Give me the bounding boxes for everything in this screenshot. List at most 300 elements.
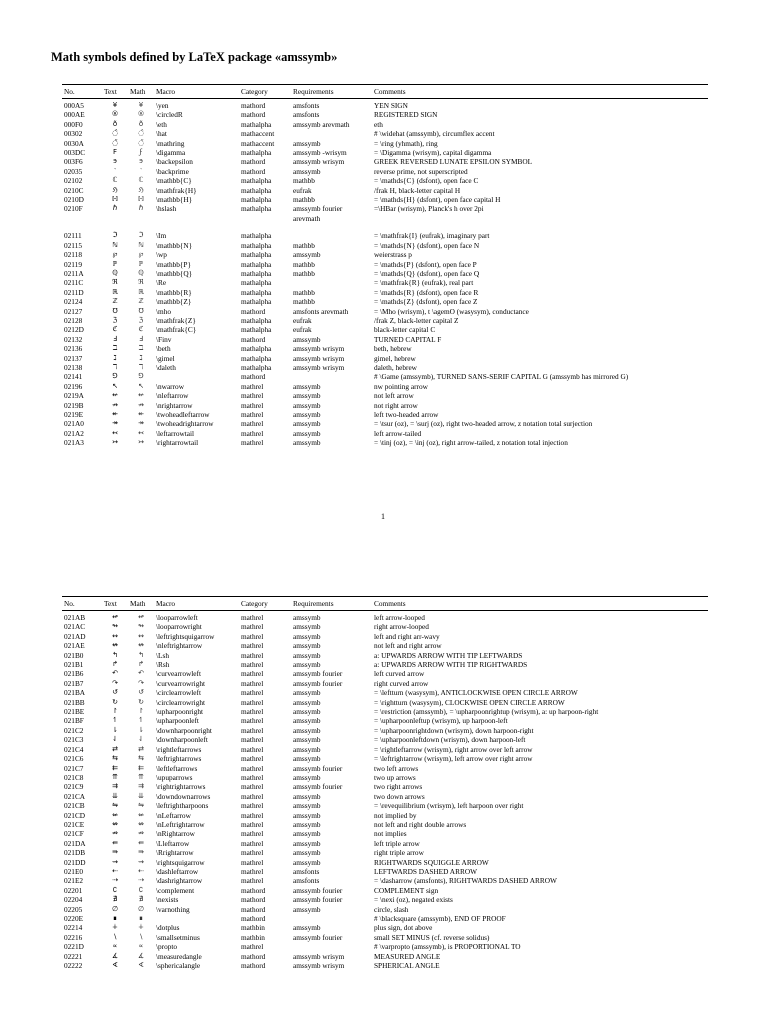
cell-requirements: amssymb [293, 428, 321, 438]
table-body [62, 611, 708, 971]
cell-math-glyph: ℘ [138, 250, 144, 259]
cell-text-glyph: ↺ [112, 688, 118, 697]
cell-category: mathalpha [241, 250, 272, 260]
cell-category: mathrel [241, 876, 264, 886]
cell-text-glyph: ⇂ [112, 725, 118, 734]
cell-comment: black-letter capital C [374, 325, 436, 335]
cell-code: 021DD [64, 857, 86, 867]
cell-comment: SPHERICAL ANGLE [374, 961, 440, 971]
cell-comment: not right arrow [374, 400, 418, 410]
cell-macro: \twoheadleftarrow [156, 410, 210, 419]
table-row [62, 139, 708, 148]
cell-comment: not left and right double arrows [374, 819, 467, 829]
cell-math-glyph: ∄ [138, 895, 144, 904]
cell-code: 02132 [64, 334, 83, 344]
cell-code: 0210D [64, 195, 84, 205]
cell-macro: \gimel [156, 353, 175, 363]
cell-math-glyph: ¥ [138, 101, 144, 109]
symbol-table-page-2 [62, 596, 708, 970]
cell-requirements: eufrak [293, 325, 312, 335]
cell-math-glyph: ℑ [138, 231, 144, 240]
cell-math-glyph: ↰ [138, 650, 144, 659]
cell-text-glyph: ⇝ [112, 857, 118, 866]
cell-category: mathrel [241, 716, 264, 726]
cell-text-glyph: ℚ [112, 268, 118, 277]
cell-macro: \mathbb{P} [156, 259, 191, 269]
cell-text-glyph: ℧ [112, 306, 118, 315]
cell-text-glyph: ↢ [112, 428, 118, 437]
cell-macro: \circlearrowright [156, 697, 206, 707]
cell-macro: \leftleftarrows [156, 763, 198, 773]
cell-code: 021AE [64, 641, 85, 651]
cell-category: mathord [241, 885, 266, 895]
cell-math-glyph: ↢ [138, 428, 144, 437]
table-row [62, 698, 708, 707]
cell-text-glyph: ↠ [112, 419, 118, 428]
cell-text-glyph: ℕ [112, 240, 118, 249]
header-requirements: Requirements [291, 597, 372, 611]
cell-macro: \Rrightarrow [156, 848, 194, 858]
cell-category: mathrel [241, 707, 264, 717]
cell-comment: = \upharpoonleftdown (wrisym), down harpoon-left [374, 735, 526, 745]
cell-code: 0219B [64, 400, 84, 410]
cell-comment: circle, slash [374, 904, 409, 914]
cell-requirements: amssymb [293, 631, 321, 641]
cell-requirements: amssymb [293, 697, 321, 707]
cell-code: 021CA [64, 791, 86, 801]
cell-requirements: amsfonts [293, 876, 320, 886]
cell-comment: not implied by [374, 810, 417, 820]
table-row [62, 914, 708, 923]
cell-math-glyph: ℶ [138, 344, 144, 353]
table-row [62, 195, 708, 204]
cell-math-glyph: ⇊ [138, 791, 144, 800]
cell-text-glyph: ℘ [112, 250, 118, 259]
cell-text-glyph: ↱ [112, 660, 118, 669]
cell-text-glyph: ϶ [112, 157, 118, 166]
cell-math-glyph: ϝ [139, 148, 143, 157]
cell-math-glyph: ↠ [138, 419, 144, 428]
cell-text-glyph: ℭ [112, 325, 118, 334]
cell-text-glyph: ⇛ [112, 848, 118, 857]
cell-requirements: amssymb -wrisym [293, 148, 347, 158]
cell-text-glyph: Ⅎ [112, 334, 118, 343]
cell-code: 02128 [64, 315, 83, 325]
cell-code: 02111 [64, 231, 82, 241]
cell-macro: \dotplus [156, 923, 180, 933]
cell-comment: = \mathds{Z} (dsfont), open face Z [374, 297, 478, 307]
cell-macro: \circledR [156, 110, 183, 120]
cell-math-glyph: ↛ [138, 400, 144, 409]
cell-code: 021A2 [64, 428, 84, 438]
cell-code: 0030A [64, 138, 84, 148]
cell-requirements: amssymb [293, 838, 321, 848]
table-row [62, 745, 708, 754]
cell-category: mathrel [241, 650, 264, 660]
cell-math-glyph: ℧ [138, 306, 144, 315]
cell-macro: \circlearrowleft [156, 688, 201, 698]
cell-requirements: mathbb [293, 259, 315, 269]
cell-comment: = \upharpoonleftup (wrisym), up harpoon-left [374, 716, 508, 726]
cell-macro: \downharpoonright [156, 725, 212, 735]
cell-math-glyph: ‵ [140, 166, 142, 175]
cell-macro: \smallsetminus [156, 932, 200, 942]
cell-math-glyph: ↞ [138, 410, 144, 418]
cell-text-glyph: ↬ [112, 622, 118, 631]
cell-category: mathalpha [241, 268, 272, 278]
table-row [62, 120, 708, 129]
cell-macro: \nwarrow [156, 381, 184, 391]
cell-code: 000F0 [64, 119, 83, 129]
cell-math-glyph: ⇈ [138, 772, 144, 781]
cell-text-glyph: ↶ [112, 669, 118, 678]
cell-math-glyph: ℚ [138, 268, 144, 277]
cell-text-glyph: ℝ [112, 287, 118, 296]
cell-comment: two right arrows [374, 782, 423, 792]
cell-category: mathord [241, 166, 266, 176]
cell-macro: \backepsilon [156, 157, 193, 167]
table-row [62, 410, 708, 419]
cell-comment: = \rightturn (wasysym), CLOCKWISE OPEN CIRCLE ARROW [374, 697, 565, 707]
cell-math-glyph: ℝ [138, 287, 144, 296]
cell-comment: # \varpropto (amssymb), is PROPORTIONAL TO [374, 942, 521, 952]
table-row [62, 876, 708, 885]
cell-macro: \eth [156, 119, 167, 129]
cell-comment: not left and right arrow [374, 641, 442, 651]
cell-category: mathaccent [241, 138, 275, 148]
cell-math-glyph: ↮ [138, 641, 144, 650]
cell-category: mathrel [241, 866, 264, 876]
table-row [62, 316, 708, 325]
cell-text-glyph: ∅ [111, 904, 119, 913]
cell-math-glyph: ⇚ [138, 838, 144, 847]
cell-requirements: amssymb [293, 650, 321, 660]
cell-comment: = \Mho (wrisym), t \agemO (wasysym), conductance [374, 306, 529, 316]
cell-requirements: amssymb wrisym [293, 961, 345, 971]
cell-macro: \mathbb{N} [156, 240, 193, 250]
table-row [62, 260, 708, 269]
table-row [62, 297, 708, 306]
cell-macro: \leftrightsquigarrow [156, 631, 215, 641]
cell-category: mathord [241, 110, 266, 120]
table-header-row [62, 597, 708, 611]
cell-requirements: amssymb fourier [293, 763, 343, 773]
cell-requirements: amssymb [293, 923, 321, 933]
table-row [62, 611, 708, 623]
cell-comment: left arrow-tailed [374, 428, 422, 438]
cell-category: mathbin [241, 923, 265, 933]
cell-text-glyph: ↞ [112, 410, 118, 418]
table-row [62, 764, 708, 773]
cell-comment: = \mathfrak{I} (eufrak), imaginary part [374, 231, 490, 241]
cell-requirements: amssymb [293, 725, 321, 735]
cell-category: mathrel [241, 942, 264, 952]
cell-code: 021AB [64, 613, 86, 622]
cell-text-glyph: ¥ [112, 101, 118, 109]
cell-requirements: mathbb [293, 176, 315, 186]
cell-comment: RIGHTWARDS SQUIGGLE ARROW [374, 857, 489, 867]
cell-code: 02141 [64, 372, 83, 382]
cell-text-glyph: ∖ [112, 932, 118, 941]
cell-comment: small SET MINUS (cf. reverse solidus) [374, 932, 490, 942]
cell-code: 021C7 [64, 763, 84, 773]
cell-category: mathrel [241, 641, 264, 651]
cell-comment: = \mathds{Q} (dsfont), open face Q [374, 268, 480, 278]
cell-comment: = \tsur (oz), = \surj (oz), right two-headed arrow, z notation total surjection [374, 419, 593, 429]
cell-math-glyph: ⇄ [138, 744, 144, 753]
cell-math-glyph: ⇝ [138, 857, 144, 866]
table-row [62, 773, 708, 782]
cell-category: mathrel [241, 725, 264, 735]
cell-macro: \Lsh [156, 650, 169, 660]
cell-comment: = \restriction (amssymb), = \upharpoonrightup (wrisym), a: up harpoon-right [374, 707, 599, 717]
cell-requirements: eufrak [293, 185, 312, 195]
table-row [62, 344, 708, 353]
cell-comment: = \mathds{H} (dsfont), open face capital H [374, 195, 501, 205]
table-row [62, 110, 708, 119]
header-comments: Comments [372, 597, 708, 611]
cell-requirements: amssymb [293, 641, 321, 651]
cell-comment: LEFTWARDS DASHED ARROW [374, 866, 477, 876]
symbol-table [62, 596, 708, 970]
cell-text-glyph: ð [112, 119, 118, 128]
table-row [62, 167, 708, 176]
cell-comment: left two-headed arrow [374, 410, 439, 419]
cell-comment: two up arrows [374, 772, 416, 782]
cell-text-glyph: ⇈ [112, 772, 118, 781]
cell-category: mathalpha [241, 176, 272, 186]
cell-requirements: amssymb [293, 819, 321, 829]
cell-macro: \twoheadrightarrow [156, 419, 214, 429]
cell-code: 0210C [64, 185, 84, 195]
cell-math-glyph: ⇃ [138, 735, 144, 744]
cell-comment: /frak H, black-letter capital H [374, 185, 461, 195]
cell-code: 02102 [64, 176, 83, 186]
cell-code: 02216 [64, 932, 83, 942]
cell-requirements: mathbb [293, 268, 315, 278]
cell-category: mathrel [241, 763, 264, 773]
table-row [62, 961, 708, 970]
cell-comment: = \Digamma (wrisym), capital digamma [374, 148, 492, 158]
cell-code: 000A5 [64, 101, 84, 110]
cell-category: mathrel [241, 735, 264, 745]
cell-category: mathbin [241, 932, 265, 942]
cell-text-glyph: ℌ [112, 185, 118, 194]
cell-macro: \Im [156, 231, 167, 241]
cell-comment: = \leftturn (wasysym), ANTICLOCKWISE OPEN CIRCLE ARROW [374, 688, 578, 698]
cell-requirements: amssymb arevmath [293, 119, 350, 129]
cell-macro: \downdownarrows [156, 791, 211, 801]
cell-math-glyph: ℤ [138, 297, 144, 306]
cell-category: mathrel [241, 622, 264, 632]
table-row [62, 867, 708, 876]
table-row [62, 923, 708, 932]
cell-comment: # \Game (amssymb), TURNED SANS-SERIF CAPITAL G (amssymb has mirrored G) [374, 372, 629, 382]
cell-comment: right arrow-looped [374, 622, 429, 632]
cell-category: mathord [241, 372, 266, 382]
cell-macro: \measuredangle [156, 951, 202, 961]
cell-macro: \beth [156, 344, 171, 354]
cell-category: mathrel [241, 613, 264, 622]
table-row [62, 148, 708, 157]
cell-macro: \nRightarrow [156, 829, 195, 839]
table-row [62, 886, 708, 895]
table-body [62, 99, 708, 448]
table-row [62, 839, 708, 848]
table-row [62, 905, 708, 914]
cell-macro: \wp [156, 250, 167, 260]
cell-requirements [291, 129, 372, 138]
cell-code: 021B7 [64, 678, 84, 688]
cell-math-glyph: ∝ [138, 942, 144, 951]
cell-math-glyph: ↭ [138, 631, 144, 640]
cell-code: 003DC [64, 148, 86, 158]
cell-macro: \propto [156, 942, 178, 952]
cell-category: mathalpha [241, 204, 272, 214]
cell-requirements: amssymb [293, 438, 321, 448]
cell-code: 021C3 [64, 735, 84, 745]
cell-comment: =\HBar (wrisym), Planck's h over 2pi [374, 204, 484, 214]
cell-macro: \mathfrak{C} [156, 325, 197, 335]
table-row [62, 372, 708, 381]
table-row [62, 754, 708, 763]
cell-text-glyph: ℨ [112, 315, 118, 324]
table-row [62, 688, 708, 697]
cell-math-glyph: ◌̂ [137, 129, 145, 138]
cell-comment: reverse prime, not superscripted [374, 166, 468, 176]
cell-category: mathord [241, 895, 266, 905]
cell-requirements: amssymb [293, 772, 321, 782]
cell-math-glyph: ℭ [138, 325, 144, 334]
cell-text-glyph: ⇠ [112, 866, 118, 875]
table-row [62, 99, 708, 111]
cell-macro: \backprime [156, 166, 189, 176]
cell-code: 02127 [64, 306, 83, 316]
cell-comment: = \ring (yhmath), ring [374, 138, 438, 148]
cell-math-glyph: ⅁ [138, 372, 144, 381]
cell-category: mathrel [241, 819, 264, 829]
cell-math-glyph: ⇍ [138, 810, 144, 819]
cell-requirements: amssymb [293, 810, 321, 820]
cell-math-glyph: ⇉ [138, 782, 144, 791]
cell-code: 021A3 [64, 438, 84, 448]
cell-macro: \nleftarrow [156, 391, 189, 401]
cell-requirements: amssymb fourier [293, 932, 343, 942]
table-row [62, 820, 708, 829]
cell-requirements [291, 372, 372, 381]
cell-requirements: amssymb wrisym [293, 344, 345, 354]
header-math: Math [128, 85, 154, 99]
cell-text-glyph: ↻ [112, 697, 118, 706]
cell-code: 021BF [64, 716, 84, 726]
cell-requirements: amssymb [293, 735, 321, 745]
cell-requirements: amsfonts [293, 101, 320, 110]
cell-math-glyph: ℷ [139, 353, 143, 362]
cell-category: mathrel [241, 400, 264, 410]
header-no: No. [62, 597, 102, 611]
cell-comment: = \nexi (oz), negated exists [374, 895, 453, 905]
cell-category: mathrel [241, 848, 264, 858]
cell-category: mathrel [241, 857, 264, 867]
cell-category: mathalpha [241, 240, 272, 250]
cell-code: 0211C [64, 278, 84, 288]
cell-comment: = \leftrightarrow (wrisym), left arrow over right arrow [374, 754, 533, 764]
cell-math-glyph: ⇢ [138, 876, 144, 885]
cell-category: mathaccent [241, 129, 275, 139]
table-row [62, 401, 708, 410]
table-row [62, 632, 708, 641]
document-title: Math symbols defined by LaTeX package «amssymb» [51, 50, 338, 64]
cell-comment: beth, hebrew [374, 344, 412, 354]
cell-code: 0211D [64, 287, 84, 297]
cell-code: 02205 [64, 904, 83, 914]
cell-requirements: amssymb fourier [293, 678, 343, 688]
cell-requirements: amssymb [293, 334, 321, 344]
cell-category: mathrel [241, 391, 264, 401]
cell-math-glyph: ∢ [138, 961, 144, 970]
cell-comment: not left arrow [374, 391, 414, 401]
cell-text-glyph: ® [111, 110, 119, 119]
cell-code: 021DA [64, 838, 86, 848]
table-row [62, 307, 708, 316]
cell-comment: = \mathds{N} (dsfont), open face N [374, 240, 480, 250]
cell-requirements: amssymb [293, 400, 321, 410]
cell-macro: \nLeftarrow [156, 810, 191, 820]
cell-comment: right triple arrow [374, 848, 424, 858]
table-row [62, 382, 708, 391]
cell-code: 021C8 [64, 772, 84, 782]
cell-macro: \digamma [156, 148, 186, 158]
cell-macro: \upharpoonleft [156, 716, 199, 726]
cell-macro: \sphericalangle [156, 961, 201, 971]
cell-category: mathalpha [241, 344, 272, 354]
cell-macro: \rightrightarrows [156, 782, 206, 792]
table-row [62, 354, 708, 363]
cell-text-glyph: ∢ [112, 961, 118, 970]
cell-text-glyph: ℜ [112, 278, 118, 287]
cell-comment: daleth, hebrew [374, 362, 417, 372]
cell-macro: \upharpoonright [156, 707, 204, 717]
cell-math-glyph: ⇎ [138, 819, 144, 828]
cell-category: mathrel [241, 782, 264, 792]
table-row [62, 429, 708, 438]
cell-math-glyph: ↶ [138, 669, 144, 678]
cell-code: 02138 [64, 362, 83, 372]
cell-macro: \Rsh [156, 660, 170, 670]
cell-comment: MEASURED ANGLE [374, 951, 441, 961]
cell-category: mathrel [241, 428, 264, 438]
cell-text-glyph: ℸ [112, 362, 118, 371]
cell-math-glyph: ® [137, 110, 145, 119]
cell-math-glyph: ⇂ [138, 725, 144, 734]
cell-macro: \nrightarrow [156, 400, 193, 410]
cell-text-glyph: ⇃ [112, 735, 118, 744]
cell-text-glyph: ⇎ [112, 819, 118, 828]
cell-requirements: amssymb [293, 848, 321, 858]
header-category: Category [239, 597, 291, 611]
cell-code: 0220E [64, 914, 84, 923]
cell-macro: \nLeftrightarrow [156, 819, 205, 829]
table-row [62, 848, 708, 857]
cell-macro: \curvearrowright [156, 678, 206, 688]
table-row [62, 811, 708, 820]
cell-category: mathrel [241, 419, 264, 429]
cell-code: 021CF [64, 829, 84, 839]
cell-macro: \hslash [156, 204, 177, 214]
cell-requirements: mathbb [293, 195, 315, 205]
cell-comment: = \mathds{C} (dsfont), open face C [374, 176, 479, 186]
cell-category: mathord [241, 904, 266, 914]
